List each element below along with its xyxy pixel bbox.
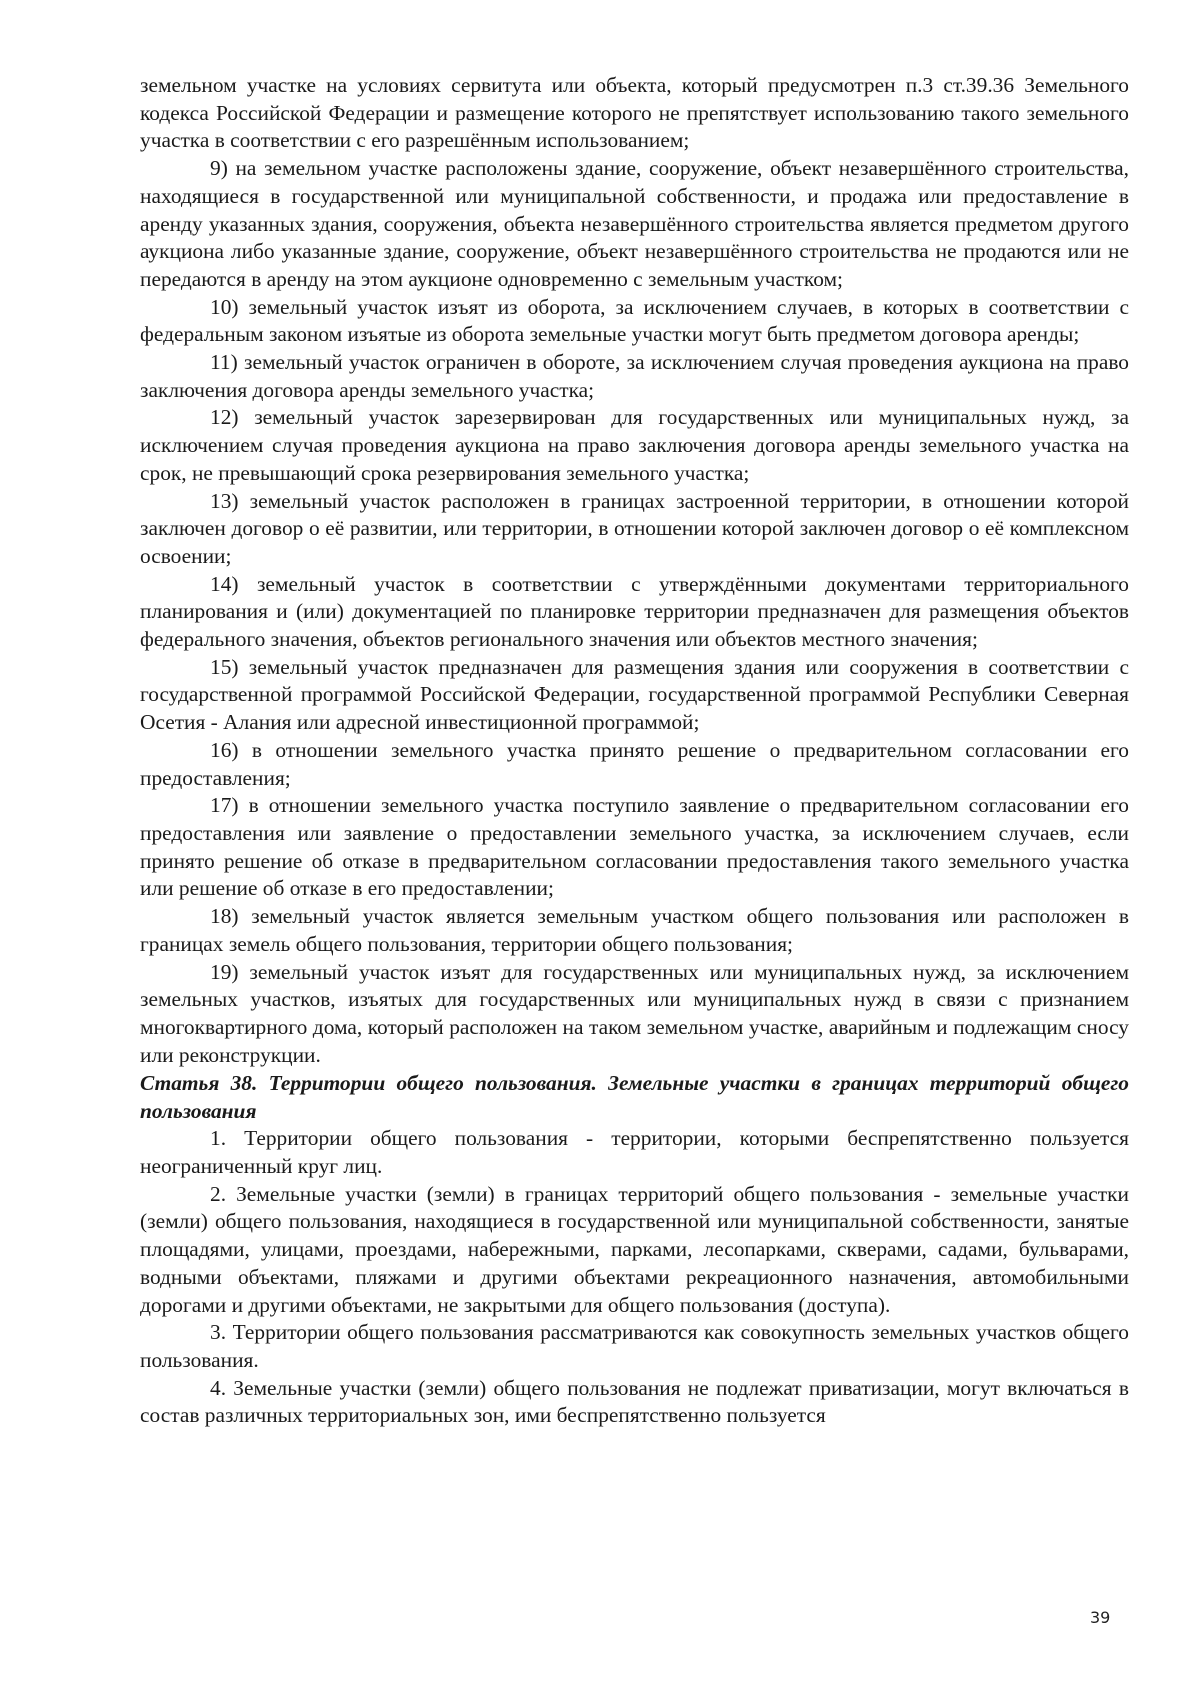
paragraph-item-17: 17) в отношении земельного участка поступило заявление о предварительном согласовании его предоставления или заявление о предоставлении земельного участка, за исключением случаев, если принято решение об отказе в предварительном согласовании предоставления такого земельного участка или решение об отказе в его предоставлении; xyxy=(140,793,1129,901)
paragraph-item-11: 11) земельный участок ограничен в обороте, за исключением случая проведения аукциона на право заключения договора аренды земельного участка; xyxy=(140,350,1129,402)
paragraph-continuation: земельном участке на условиях сервитута или объекта, который предусмотрен п.3 ст.39.36 Земельного кодекса Российской Федерации и размещение которого не препятствует использованию такого земельного участка в соответствии с его разрешённым использованием; xyxy=(140,73,1129,153)
page-number: 39 xyxy=(1090,1608,1111,1627)
paragraph-item-13: 13) земельный участок расположен в границах застроенной территории, в отношении которой заключен договор о её развитии, или территории, в отношении которой заключен договор о её комплексном освоении; xyxy=(140,488,1129,568)
paragraph-item-12: 12) земельный участок зарезервирован для государственных или муниципальных нужд, за исключением случая проведения аукциона на право заключения договора аренды земельного участка на срок, не превышающий срока резервирования земельного участка; xyxy=(140,405,1129,485)
article-paragraph-3: 3. Территории общего пользования рассматриваются как совокупность земельных участков общего пользования. xyxy=(140,1320,1129,1372)
paragraph-item-18: 18) земельный участок является земельным участком общего пользования или расположен в границах земель общего пользования, территории общего пользования; xyxy=(140,904,1129,956)
document-body xyxy=(140,72,1129,1430)
paragraph-item-19: 19) земельный участок изъят для государственных или муниципальных нужд, за исключением земельных участков, изъятых для государственных или муниципальных нужд в связи с признанием многоквартирного дома, который расположен на таком земельном участке, аварийным и подлежащим сносу или реконструкции. xyxy=(140,959,1129,1067)
paragraph-item-14: 14) земельный участок в соответствии с утверждёнными документами территориального планирования и (или) документацией по планировке территории предназначен для размещения объектов федерального значения, объектов регионального значения или объектов местного значения; xyxy=(140,571,1129,652)
paragraph-item-9: 9) на земельном участке расположены здание, сооружение, объект незавершённого строительства, находящиеся в государственной или муниципальной собственности, и продажа или предоставление в аренду указанных здания, сооружения, объекта незавершённого строительства является предметом другого аукциона либо указанные здание, сооружение, объект незавершённого строительства не продаются или не передаются в аренду на этом аукционе одновременно с земельным участком; xyxy=(140,156,1129,291)
paragraph-item-10: 10) земельный участок изъят из оборота, за исключением случаев, в которых в соответствии с федеральным законом изъятые из оборота земельные участки могут быть предметом договора аренды; xyxy=(140,294,1129,347)
article-paragraph-2: 2. Земельные участки (земли) в границах территорий общего пользования - земельные участки (земли) общего пользования, находящиеся в государственной или муниципальной собственности, занятые площадями, улицами, проездами, набережными, парками, лесопарками, скверами, садами, бульварами, водными объектами, пляжами и другими объектами рекреационного назначения, автомобильными дорогами и другими объектами, не закрытыми для общего пользования (доступа). xyxy=(140,1181,1129,1317)
article-38-heading: Статья 38. Территории общего пользования. Земельные участки в границах территорий общего пользования xyxy=(140,1071,1129,1124)
paragraph-item-16: 16) в отношении земельного участка принято решение о предварительном согласовании его предоставления; xyxy=(140,737,1129,790)
article-paragraph-4: 4. Земельные участки (земли) общего пользования не подлежат приватизации, могут включаться в состав различных территориальных зон, ими беспрепятственно пользуется xyxy=(140,1375,1129,1428)
paragraph-item-15: 15) земельный участок предназначен для размещения здания или сооружения в соответствии с государственной программой Российской Федерации, государственной программой Республики Северная Осетия - Алания или адресной инвестиционной программой; xyxy=(140,654,1129,735)
article-paragraph-1: 1. Территории общего пользования - территории, которыми беспрепятственно пользуется неограниченный круг лиц. xyxy=(140,1126,1129,1179)
